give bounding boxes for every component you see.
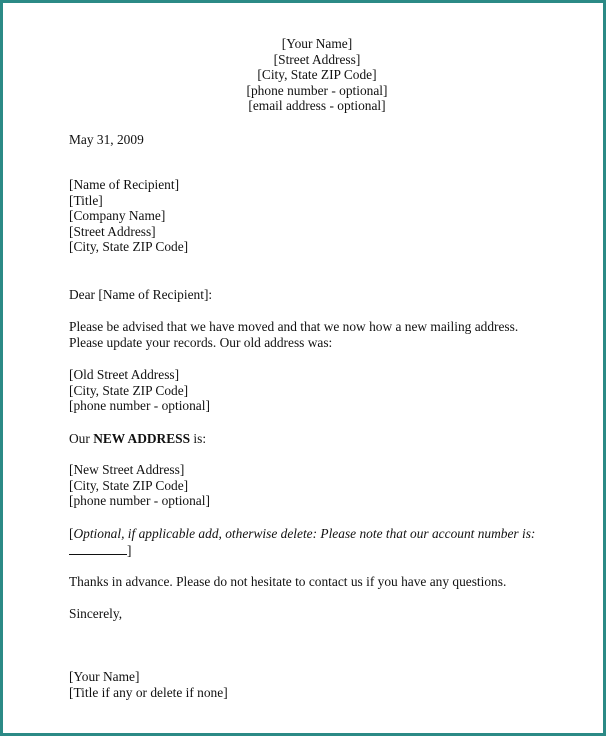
signoff: Sincerely,: [69, 606, 123, 621]
optional-account-note: [69, 526, 535, 558]
sender-phone: [phone number - optional]: [246, 82, 388, 98]
optional-note-line-2: [69, 542, 535, 559]
sender-street: [Street Address]: [273, 51, 361, 67]
new-address-intro-suffix: is:: [190, 431, 207, 446]
recipient-company: [Company Name]: [69, 208, 166, 223]
sender-email: [email address - optional]: [248, 98, 386, 113]
old-city: [City, State ZIP Code]: [69, 382, 189, 398]
signoff-block: [69, 606, 122, 622]
letter-date: May 31, 2009: [69, 132, 144, 147]
sender-block: [3, 36, 606, 114]
old-address-block: [69, 367, 210, 414]
optional-open-bracket: [: [69, 526, 74, 541]
recipient-name: [Name of Recipient]: [69, 177, 180, 192]
old-phone: [phone number - optional]: [69, 398, 210, 413]
closing-paragraph: [69, 574, 506, 590]
sender-city: [City, State ZIP Code]: [257, 67, 377, 82]
new-address-intro-prefix: Our: [69, 431, 94, 446]
moved-paragraph: [69, 319, 518, 350]
new-address-intro-bold: NEW ADDRESS: [93, 431, 191, 446]
account-number-blank: [69, 542, 127, 555]
signature-block: [69, 669, 228, 700]
new-city: [City, State ZIP Code]: [69, 477, 189, 493]
optional-close-bracket: ]: [127, 542, 132, 558]
recipient-city: [City, State ZIP Code]: [69, 239, 189, 254]
new-address-intro-line: [69, 431, 206, 447]
salutation: Dear [Name of Recipient]:: [69, 287, 213, 302]
recipient-street: [Street Address]: [69, 223, 156, 239]
new-street: [New Street Address]: [69, 462, 185, 477]
new-address-intro: [69, 431, 206, 447]
old-street: [Old Street Address]: [69, 367, 180, 382]
new-phone: [phone number - optional]: [69, 493, 210, 508]
recipient-title: [Title]: [69, 192, 103, 208]
new-address-block: [69, 462, 210, 509]
salutation-block: [69, 287, 212, 303]
optional-note-text: Optional, if applicable add, otherwise delete: Please note that our account number is:: [73, 526, 536, 541]
moved-paragraph-line-1: Please be advised that we have moved and that we now how a new mailing address.: [69, 319, 519, 334]
signature-title: [Title if any or delete if none]: [69, 684, 228, 700]
signature-name: [Your Name]: [69, 669, 140, 684]
letter-date-block: [69, 132, 144, 148]
moved-paragraph-line-2: Please update your records. Our old address was:: [69, 334, 333, 350]
optional-note-line-1: [69, 526, 535, 542]
recipient-block: [69, 177, 188, 255]
letter-page: [3, 3, 603, 733]
sender-name: [Your Name]: [281, 36, 353, 51]
closing-paragraph-text: Thanks in advance. Please do not hesitate to contact us if you have any questions.: [69, 574, 507, 589]
